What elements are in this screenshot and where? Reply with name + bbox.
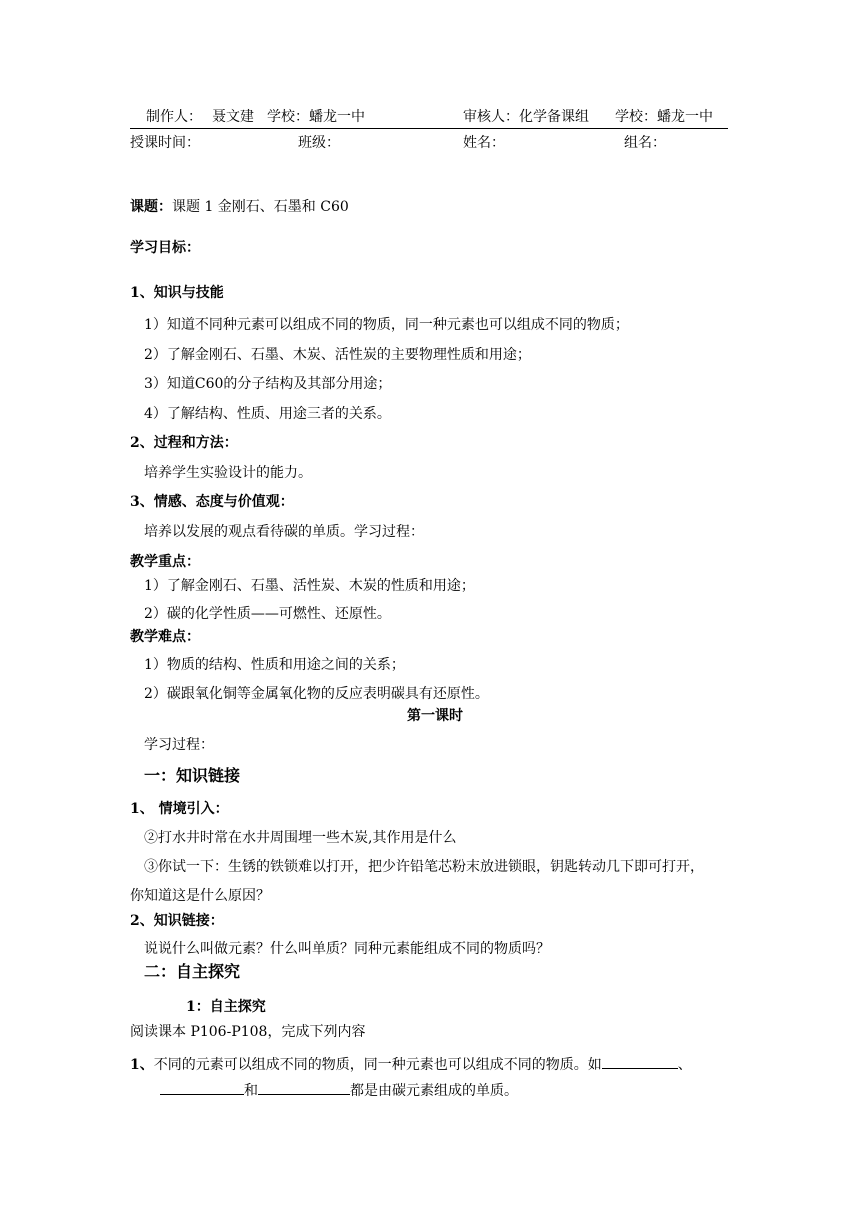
reviewer-school: 学校：蟠龙一中 (615, 109, 713, 125)
header-rule (130, 128, 728, 129)
knowledge-item-2: 2）了解金刚石、石墨、木炭、活性炭的主要物理性质和用途； (144, 347, 531, 363)
knowledge-title: 1、知识与技能 (130, 285, 224, 301)
emotion-text: 培养以发展的观点看待碳的单质。学习过程： (144, 524, 424, 540)
objectives-title: 学习目标： (130, 240, 200, 256)
key-point-2: 2）碳的化学性质——可燃性、还原性。 (144, 606, 391, 622)
answer-blank-1[interactable] (602, 1054, 678, 1069)
process-text: 培养学生实验设计的能力。 (144, 465, 312, 481)
key-points-title: 教学重点： (130, 554, 200, 570)
section2-title: 二：自主探究 (144, 962, 241, 981)
answer-blank-3[interactable] (258, 1080, 350, 1095)
link-title: 2、知识链接： (130, 913, 224, 929)
explore-title: 1：自主探究 (186, 999, 266, 1015)
topic-label: 课题： (130, 199, 172, 215)
question-1-line1 (130, 1054, 692, 1074)
intro-question-3-line2: 你知道这是什么原因？ (130, 888, 270, 904)
key-point-1: 1）了解金刚石、石墨、活性炭、木炭的性质和用途； (144, 578, 475, 594)
process-title: 2、过程和方法： (130, 435, 238, 451)
emotion-title: 3、情感、态度与价值观： (130, 494, 294, 510)
section1-title: 一：知识链接 (144, 766, 241, 785)
answer-blank-2[interactable] (160, 1080, 244, 1095)
class-time-label: 授课时间： (130, 135, 200, 151)
difficulties-title: 教学难点： (130, 629, 200, 645)
student-name-label: 姓名： (463, 135, 505, 151)
intro-title: 1、 情境引入： (130, 801, 229, 817)
knowledge-item-4: 4）了解结构、性质、用途三者的关系。 (144, 406, 391, 422)
knowledge-item-3: 3）知道C60的分子结构及其部分用途； (144, 376, 392, 392)
question-1-and: 和 (244, 1083, 258, 1099)
link-text: 说说什么叫做元素？什么叫单质？同种元素能组成不同的物质吗？ (144, 941, 550, 957)
intro-question-2: ②打水井时常在水井周围埋一些木炭,其作用是什么 (144, 830, 457, 846)
difficulty-2: 2）碳跟氧化铜等金属氧化物的反应表明碳具有还原性。 (144, 686, 489, 702)
knowledge-item-1: 1）知道不同种元素可以组成不同的物质，同一种元素也可以组成不同的物质； (144, 317, 629, 333)
difficulty-1: 1）物质的结构、性质和用途之间的关系； (144, 657, 405, 673)
question-1-line2 (160, 1080, 518, 1100)
group-label: 组名： (624, 135, 666, 151)
reading-instruction: 阅读课本 P106-P108，完成下列内容 (130, 1024, 366, 1040)
class-label: 班级： (298, 135, 340, 151)
question-1-end: 都是由碳元素组成的单质。 (350, 1083, 518, 1099)
maker-label: 制作人： (146, 109, 202, 125)
question-1-separator: 、 (677, 1057, 692, 1073)
question-1-number: 1、 (130, 1057, 154, 1073)
question-1-text: 不同的元素可以组成不同的物质，同一种元素也可以组成不同的物质。如 (153, 1057, 602, 1073)
lesson-title: 第一课时 (407, 708, 463, 724)
maker-name: 聂文建 (212, 109, 254, 125)
reviewer: 审核人：化学备课组 (463, 109, 589, 125)
topic-text: 课题 1 金刚石、石墨和 C60 (172, 199, 349, 215)
topic (130, 198, 349, 216)
maker-school: 学校：蟠龙一中 (267, 109, 365, 125)
intro-question-3-line1: ③你试一下：生锈的铁锁难以打开，把少许铅笔芯粉末放进锁眼，钥匙转动几下即可打开， (144, 859, 704, 875)
process-label: 学习过程： (144, 737, 214, 753)
